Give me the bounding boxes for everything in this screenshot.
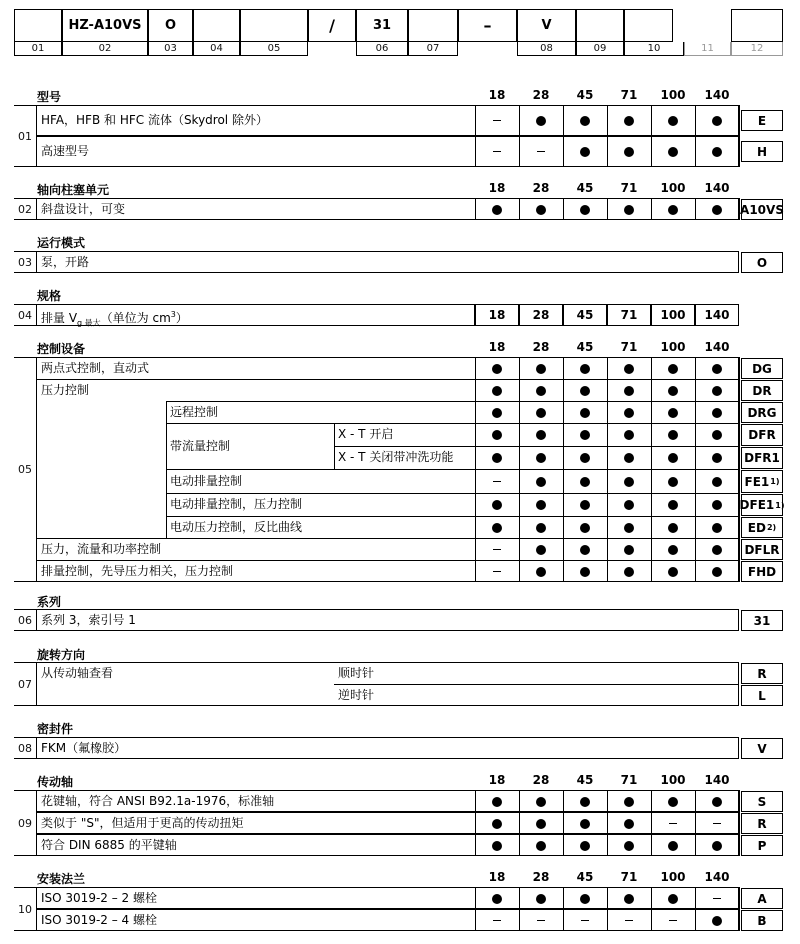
section-title: 规格 bbox=[37, 289, 62, 303]
row-label: FKM（氟橡胶） bbox=[41, 741, 127, 755]
unavailable-dash-icon bbox=[475, 136, 519, 167]
size-header: 28 bbox=[532, 870, 550, 884]
available-dot-icon bbox=[607, 469, 651, 493]
available-dot-icon bbox=[563, 812, 607, 834]
unavailable-dash-icon bbox=[695, 887, 739, 909]
available-dot-icon bbox=[695, 136, 739, 167]
available-dot-icon bbox=[563, 834, 607, 856]
order-code: ED 2) bbox=[741, 517, 783, 538]
row-label: 逆时针 bbox=[338, 688, 375, 702]
available-dot-icon bbox=[563, 790, 607, 812]
row-label: 高速型号 bbox=[41, 144, 90, 158]
row-label: HFA，HFB 和 HFC 流体（Skydrol 除外） bbox=[41, 113, 268, 127]
row-label: ISO 3019-2 – 4 螺栓 bbox=[41, 913, 157, 927]
available-dot-icon bbox=[519, 469, 563, 493]
code-box: O bbox=[148, 9, 193, 42]
position-number: 02 bbox=[62, 42, 148, 56]
available-dot-icon bbox=[607, 790, 651, 812]
available-dot-icon bbox=[695, 357, 739, 379]
available-dot-icon bbox=[607, 493, 651, 516]
section-number: 05 bbox=[14, 357, 37, 582]
available-dot-icon bbox=[475, 812, 519, 834]
size-header: 45 bbox=[576, 88, 594, 102]
available-dot-icon bbox=[695, 493, 739, 516]
code-box bbox=[193, 9, 240, 42]
available-dot-icon bbox=[651, 516, 695, 538]
column-divider bbox=[651, 790, 652, 856]
size-header: 28 bbox=[532, 88, 550, 102]
order-code: DFLR bbox=[741, 539, 783, 560]
size-value: 45 bbox=[563, 304, 607, 326]
row-frame bbox=[37, 251, 739, 273]
section-title: 密封件 bbox=[37, 722, 74, 736]
available-dot-icon bbox=[563, 136, 607, 167]
available-dot-icon bbox=[651, 538, 695, 560]
available-dot-icon bbox=[651, 834, 695, 856]
column-divider bbox=[166, 401, 167, 538]
size-header: 140 bbox=[704, 340, 730, 354]
row-label: 符合 DIN 6885 的平键轴 bbox=[41, 838, 177, 852]
unavailable-dash-icon bbox=[695, 812, 739, 834]
order-code: B bbox=[741, 910, 783, 931]
section-title: 传动轴 bbox=[37, 775, 74, 789]
column-divider bbox=[519, 887, 520, 931]
section-number: 03 bbox=[14, 251, 37, 273]
order-code: DFE1 1) bbox=[741, 494, 783, 516]
available-dot-icon bbox=[475, 379, 519, 401]
available-dot-icon bbox=[607, 538, 651, 560]
available-dot-icon bbox=[695, 401, 739, 423]
code-box: V bbox=[517, 9, 576, 42]
available-dot-icon bbox=[607, 516, 651, 538]
available-dot-icon bbox=[519, 423, 563, 446]
available-dot-icon bbox=[651, 401, 695, 423]
available-dot-icon bbox=[695, 790, 739, 812]
row-label: 顺时针 bbox=[338, 666, 375, 680]
section-number: 10 bbox=[14, 887, 37, 931]
unavailable-dash-icon bbox=[651, 909, 695, 931]
available-dot-icon bbox=[563, 493, 607, 516]
column-divider bbox=[739, 357, 740, 582]
column-divider bbox=[695, 887, 696, 931]
available-dot-icon bbox=[519, 105, 563, 136]
order-code: DFR bbox=[741, 424, 783, 446]
position-number: 04 bbox=[193, 42, 240, 56]
available-dot-icon bbox=[607, 834, 651, 856]
column-divider bbox=[334, 423, 335, 469]
available-dot-icon bbox=[651, 357, 695, 379]
size-header: 71 bbox=[620, 870, 638, 884]
available-dot-icon bbox=[519, 790, 563, 812]
available-dot-icon bbox=[651, 560, 695, 582]
available-dot-icon bbox=[563, 379, 607, 401]
column-divider bbox=[563, 790, 564, 856]
order-code: H bbox=[741, 141, 783, 162]
available-dot-icon bbox=[607, 136, 651, 167]
code-box bbox=[576, 9, 624, 42]
order-code: R bbox=[741, 663, 783, 684]
order-code: R bbox=[741, 813, 783, 834]
position-number: 08 bbox=[517, 42, 576, 56]
section-number: 08 bbox=[14, 737, 37, 759]
position-number: 06 bbox=[356, 42, 408, 56]
row-label: 泵，开路 bbox=[41, 255, 90, 269]
available-dot-icon bbox=[519, 812, 563, 834]
available-dot-icon bbox=[475, 834, 519, 856]
available-dot-icon bbox=[695, 516, 739, 538]
available-dot-icon bbox=[519, 446, 563, 469]
available-dot-icon bbox=[519, 516, 563, 538]
size-header: 28 bbox=[532, 773, 550, 787]
available-dot-icon bbox=[563, 401, 607, 423]
unavailable-dash-icon bbox=[475, 105, 519, 136]
available-dot-icon bbox=[651, 493, 695, 516]
row-label: 类似于 "S"，但适用于更高的传动扭矩 bbox=[41, 816, 244, 830]
available-dot-icon bbox=[563, 538, 607, 560]
order-code: FHD bbox=[741, 561, 783, 582]
unavailable-dash-icon bbox=[475, 909, 519, 931]
section-title: 型号 bbox=[37, 90, 62, 104]
column-divider bbox=[739, 105, 740, 167]
available-dot-icon bbox=[519, 379, 563, 401]
code-box: 31 bbox=[356, 9, 408, 42]
section-number: 04 bbox=[14, 304, 37, 326]
size-header: 71 bbox=[620, 88, 638, 102]
position-number: 01 bbox=[14, 42, 62, 56]
available-dot-icon bbox=[563, 516, 607, 538]
available-dot-icon bbox=[519, 493, 563, 516]
order-code: DRG bbox=[741, 402, 783, 423]
available-dot-icon bbox=[695, 423, 739, 446]
available-dot-icon bbox=[563, 887, 607, 909]
size-header: 71 bbox=[620, 181, 638, 195]
order-code: FE1 1) bbox=[741, 470, 783, 493]
row-label: 两点式控制，直动式 bbox=[41, 361, 150, 375]
section-title: 轴向柱塞单元 bbox=[37, 183, 110, 197]
code-box bbox=[240, 9, 308, 42]
row-frame bbox=[37, 737, 739, 759]
column-divider bbox=[519, 790, 520, 856]
size-header: 45 bbox=[576, 340, 594, 354]
row-label: 排量 $V_{g 最大}$（单位为 $cm^3$） bbox=[41, 310, 188, 328]
size-header: 100 bbox=[660, 340, 686, 354]
available-dot-icon bbox=[519, 560, 563, 582]
available-dot-icon bbox=[695, 834, 739, 856]
available-dot-icon bbox=[607, 379, 651, 401]
available-dot-icon bbox=[519, 538, 563, 560]
available-dot-icon bbox=[563, 560, 607, 582]
column-divider bbox=[607, 790, 608, 856]
available-dot-icon bbox=[651, 887, 695, 909]
unavailable-dash-icon bbox=[651, 812, 695, 834]
column-divider bbox=[475, 887, 476, 931]
row-label: 电动排量控制 bbox=[170, 474, 243, 488]
code-box bbox=[624, 9, 673, 42]
group-label: 带流量控制 bbox=[170, 439, 231, 453]
section-title: 旋转方向 bbox=[37, 648, 86, 662]
size-value: 71 bbox=[607, 304, 651, 326]
available-dot-icon bbox=[563, 357, 607, 379]
position-number: 12 bbox=[731, 42, 783, 56]
size-value: 100 bbox=[651, 304, 695, 326]
section-number: 01 bbox=[14, 105, 37, 167]
available-dot-icon bbox=[695, 909, 739, 931]
size-header: 18 bbox=[488, 340, 506, 354]
size-value: 140 bbox=[695, 304, 739, 326]
available-dot-icon bbox=[563, 446, 607, 469]
row-frame bbox=[37, 609, 739, 631]
code-box: / bbox=[308, 9, 356, 42]
section-number: 02 bbox=[14, 198, 37, 220]
position-number: 11 bbox=[684, 42, 731, 56]
section-title: 运行模式 bbox=[37, 236, 86, 250]
row-label: ISO 3019-2 – 2 螺栓 bbox=[41, 891, 157, 905]
available-dot-icon bbox=[475, 401, 519, 423]
available-dot-icon bbox=[651, 379, 695, 401]
section-title: 安装法兰 bbox=[37, 872, 86, 886]
column-divider bbox=[739, 887, 740, 931]
size-value: 18 bbox=[475, 304, 519, 326]
row-label: 远程控制 bbox=[170, 405, 219, 419]
available-dot-icon bbox=[519, 357, 563, 379]
unavailable-dash-icon bbox=[475, 538, 519, 560]
available-dot-icon bbox=[563, 105, 607, 136]
size-header: 100 bbox=[660, 773, 686, 787]
available-dot-icon bbox=[519, 198, 563, 220]
order-code: 31 bbox=[741, 610, 783, 631]
row-label: 压力控制 bbox=[41, 383, 90, 397]
row-label: 压力，流量和功率控制 bbox=[41, 542, 162, 556]
available-dot-icon bbox=[695, 446, 739, 469]
size-header: 140 bbox=[704, 88, 730, 102]
size-header: 45 bbox=[576, 773, 594, 787]
section-number: 06 bbox=[14, 609, 37, 631]
row-label: X - T 关闭带冲洗功能 bbox=[338, 450, 454, 464]
order-code: O bbox=[741, 252, 783, 273]
available-dot-icon bbox=[651, 446, 695, 469]
size-header: 18 bbox=[488, 870, 506, 884]
size-header: 140 bbox=[704, 870, 730, 884]
order-code: L bbox=[741, 685, 783, 706]
available-dot-icon bbox=[651, 790, 695, 812]
size-header: 28 bbox=[532, 340, 550, 354]
section-number: 07 bbox=[14, 662, 37, 706]
section-number: 09 bbox=[14, 790, 37, 856]
available-dot-icon bbox=[475, 357, 519, 379]
unavailable-dash-icon bbox=[607, 909, 651, 931]
order-code: DG bbox=[741, 358, 783, 379]
available-dot-icon bbox=[475, 446, 519, 469]
available-dot-icon bbox=[475, 198, 519, 220]
position-number: 10 bbox=[624, 42, 684, 56]
available-dot-icon bbox=[651, 423, 695, 446]
available-dot-icon bbox=[651, 469, 695, 493]
unavailable-dash-icon bbox=[475, 560, 519, 582]
size-header: 100 bbox=[660, 870, 686, 884]
row-label: 排量控制，先导压力相关，压力控制 bbox=[41, 564, 234, 578]
available-dot-icon bbox=[651, 136, 695, 167]
available-dot-icon bbox=[607, 401, 651, 423]
available-dot-icon bbox=[607, 198, 651, 220]
position-number: 09 bbox=[576, 42, 624, 56]
size-header: 140 bbox=[704, 773, 730, 787]
order-code: P bbox=[741, 835, 783, 856]
available-dot-icon bbox=[475, 790, 519, 812]
row-label: 花键轴，符合 ANSI B92.1a-1976，标准轴 bbox=[41, 794, 275, 808]
available-dot-icon bbox=[563, 198, 607, 220]
section-title: 控制设备 bbox=[37, 342, 86, 356]
available-dot-icon bbox=[519, 834, 563, 856]
row-label: 系列 3，索引号 1 bbox=[41, 613, 136, 627]
unavailable-dash-icon bbox=[563, 909, 607, 931]
position-number: 07 bbox=[408, 42, 458, 56]
column-divider bbox=[739, 790, 740, 856]
order-code: E bbox=[741, 110, 783, 131]
size-header: 18 bbox=[488, 88, 506, 102]
available-dot-icon bbox=[563, 469, 607, 493]
row-divider bbox=[334, 684, 739, 685]
available-dot-icon bbox=[695, 105, 739, 136]
size-header: 100 bbox=[660, 88, 686, 102]
available-dot-icon bbox=[695, 379, 739, 401]
position-number: 05 bbox=[240, 42, 308, 56]
available-dot-icon bbox=[475, 516, 519, 538]
available-dot-icon bbox=[695, 198, 739, 220]
available-dot-icon bbox=[607, 887, 651, 909]
available-dot-icon bbox=[607, 423, 651, 446]
size-header: 71 bbox=[620, 340, 638, 354]
column-divider bbox=[651, 887, 652, 931]
size-header: 45 bbox=[576, 181, 594, 195]
column-divider bbox=[607, 887, 608, 931]
order-code: A10VS bbox=[741, 199, 783, 220]
available-dot-icon bbox=[607, 105, 651, 136]
row-label: 电动压力控制，反比曲线 bbox=[170, 520, 303, 534]
order-code: A bbox=[741, 888, 783, 909]
column-divider bbox=[475, 790, 476, 856]
available-dot-icon bbox=[607, 560, 651, 582]
order-code: V bbox=[741, 738, 783, 759]
size-header: 28 bbox=[532, 181, 550, 195]
section-title: 系列 bbox=[37, 595, 62, 609]
code-box: – bbox=[458, 9, 517, 42]
order-code: DR bbox=[741, 380, 783, 401]
column-divider bbox=[563, 887, 564, 931]
size-value: 28 bbox=[519, 304, 563, 326]
size-header: 100 bbox=[660, 181, 686, 195]
code-box bbox=[731, 9, 783, 42]
available-dot-icon bbox=[695, 538, 739, 560]
unavailable-dash-icon bbox=[519, 136, 563, 167]
available-dot-icon bbox=[475, 423, 519, 446]
column-divider bbox=[695, 790, 696, 856]
available-dot-icon bbox=[695, 560, 739, 582]
unavailable-dash-icon bbox=[519, 909, 563, 931]
size-header: 18 bbox=[488, 773, 506, 787]
code-box bbox=[14, 9, 62, 42]
row-label: 电动排量控制，压力控制 bbox=[170, 497, 303, 511]
code-box: HZ-A10VS bbox=[62, 9, 148, 42]
unavailable-dash-icon bbox=[475, 469, 519, 493]
available-dot-icon bbox=[607, 357, 651, 379]
available-dot-icon bbox=[519, 401, 563, 423]
available-dot-icon bbox=[651, 105, 695, 136]
row-label: 从传动轴查看 bbox=[41, 666, 114, 680]
available-dot-icon bbox=[607, 812, 651, 834]
available-dot-icon bbox=[475, 887, 519, 909]
size-header: 18 bbox=[488, 181, 506, 195]
position-number: 03 bbox=[148, 42, 193, 56]
code-box bbox=[408, 9, 458, 42]
available-dot-icon bbox=[607, 446, 651, 469]
row-label: 斜盘设计，可变 bbox=[41, 202, 126, 216]
order-code: S bbox=[741, 791, 783, 812]
available-dot-icon bbox=[475, 493, 519, 516]
available-dot-icon bbox=[695, 469, 739, 493]
available-dot-icon bbox=[519, 887, 563, 909]
row-label: X - T 开启 bbox=[338, 427, 394, 441]
size-header: 140 bbox=[704, 181, 730, 195]
size-header: 71 bbox=[620, 773, 638, 787]
available-dot-icon bbox=[563, 423, 607, 446]
order-code: DFR1 bbox=[741, 447, 783, 469]
available-dot-icon bbox=[651, 198, 695, 220]
size-header: 45 bbox=[576, 870, 594, 884]
